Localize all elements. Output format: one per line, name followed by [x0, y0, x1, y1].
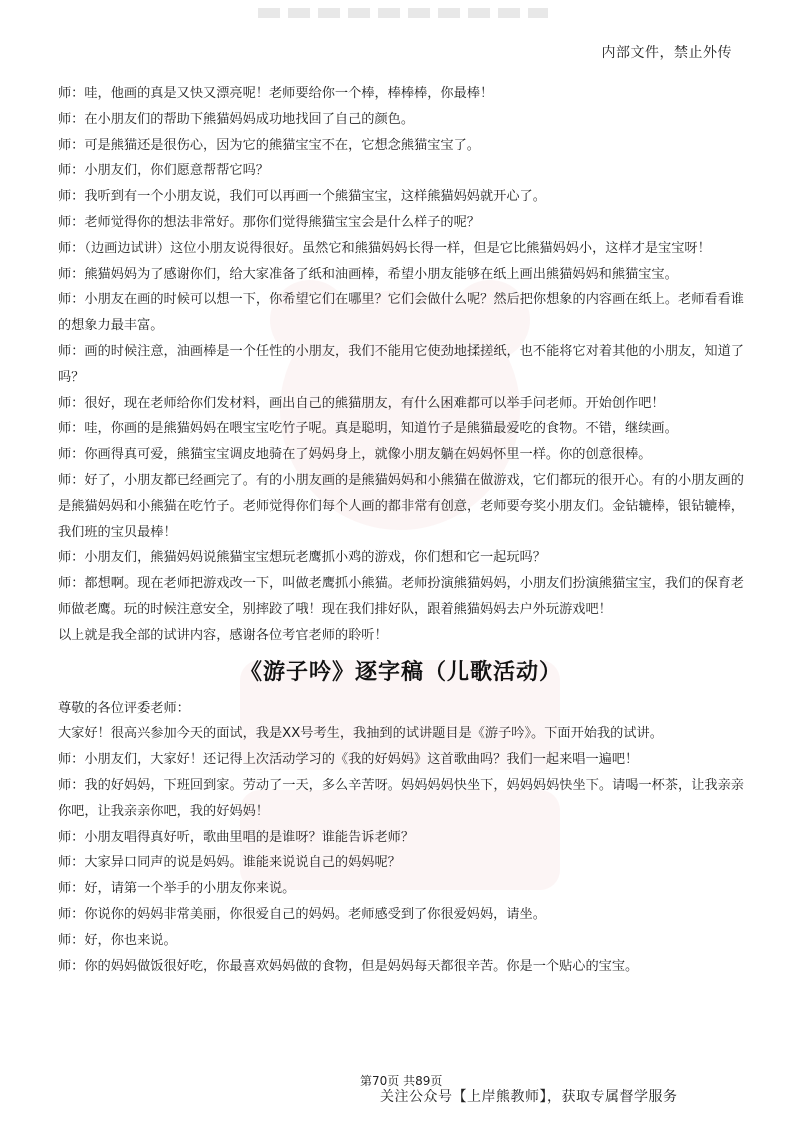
text-line: 师：哇，他画的真是又快又漂亮呢！老师要给你一个棒，棒棒棒，你最棒！ [58, 86, 494, 101]
text-line: 师：你说你的妈妈非常美丽，你很爱自己的妈妈。老师感受到了你很爱妈妈，请坐。 [58, 906, 546, 922]
text-line: 师：小朋友唱得真好听，歌曲里唱的是谁呀？谁能告诉老师？ [58, 829, 415, 845]
text-line: 师：老师觉得你的想法非常好。那你们觉得熊猫宝宝会是什么样子的呢？ [58, 214, 480, 230]
text-line: 师：画的时候注意，油画棒是一个任性的小朋友，我们不能用它使劲地揉搓纸，也不能将它对着其他的小朋友，知道了吗？ [58, 343, 744, 385]
text-line: 师：小朋友在画的时候可以想一下，你希望它们在哪里？它们会做什么呢？然后把你想象的内容画在纸上。老师看看谁的想象力最丰富。 [58, 292, 744, 334]
document-body [58, 81, 744, 979]
text-line: 师：可是熊猫还是很伤心，因为它的熊猫宝宝不在，它想念熊猫宝宝了。 [58, 137, 480, 153]
text-line: 师：好，请第一个举手的小朋友你来说。 [58, 881, 296, 897]
closing-line: 以上就是我全部的试讲内容，感谢各位考官老师的聆听！ [58, 627, 388, 643]
text-line: 师：哇，你画的是熊猫妈妈在喂宝宝吃竹子呢。真是聪明，知道竹子是熊猫最爱吃的食物。不错，继续画。 [58, 421, 678, 437]
text-line: 师：我的好妈妈，下班回到家。劳动了一天，多么辛苦呀。妈妈妈妈快坐下，妈妈妈妈快坐下。请喝一杯茶，让我亲亲你吧，让我亲亲你吧，我的好妈妈！ [58, 777, 744, 819]
text-line: 师：好了，小朋友都已经画完了。有的小朋友画的是熊猫妈妈和小熊猫在做游戏，它们都玩的很开心。有的小朋友画的是熊猫妈妈和小熊猫在吃竹子。老师觉得你们每个人画的都非常有创意，老师要夸奖小朋友们。金钻辘棒，银钻辘棒，我们班的宝贝最棒！ [58, 472, 744, 540]
text-line: 师：小朋友们，大家好！还记得上次活动学习的《我的好妈妈》这首歌曲吗？我们一起来唱一遍吧！ [58, 752, 639, 768]
text-line: 师：小朋友们，你们愿意帮帮它吗？ [58, 163, 269, 179]
text-line: 师：你的妈妈做饭很好吃，你最喜欢妈妈做的食物，但是妈妈每天都很辛苦。你是一个贴心的宝宝。 [58, 958, 639, 974]
text-line: 师：好，你也来说。 [58, 932, 177, 948]
text-line: 师：（边画边试讲）这位小朋友说得很好。虽然它和熊猫妈妈长得一样，但是它比熊猫妈妈小，这样才是宝宝呀！ [58, 240, 711, 256]
text-line: 师：我听到有一个小朋友说，我们可以再画一个熊猫宝宝，这样熊猫妈妈就开心了。 [58, 189, 546, 205]
text-line: 师：很好，现在老师给你们发材料，画出自己的熊猫朋友，有什么困难都可以举手问老师。开始创作吧！ [58, 395, 665, 411]
text-line: 大家好！很高兴参加今天的面试，我是XX号考生，我抽到的试讲题目是《游子吟》。下面开始我的试讲。 [58, 726, 663, 742]
text-line: 师：你画得真可爱，熊猫宝宝调皮地骑在了妈妈身上，就像小朋友躺在妈妈怀里一样。你的创意很棒。 [58, 447, 652, 463]
internal-notice: 内部文件，禁止外传 [601, 45, 732, 61]
section-1-lines [58, 81, 744, 649]
section-title: 《游子吟》逐字稿（儿歌活动） [239, 658, 562, 685]
text-line: 师：熊猫妈妈为了感谢你们，给大家准备了纸和油画棒，希望小朋友能够在纸上画出熊猫妈妈和熊猫宝宝。 [58, 266, 678, 282]
faded-header-text [258, 8, 548, 18]
page-number: 第70页 共89页 [360, 1074, 443, 1088]
text-line: 师：大家异口同声的说是妈妈。谁能来说说自己的妈妈呢？ [58, 855, 401, 871]
greeting-line: 尊敬的各位评委老师： [58, 700, 190, 716]
text-line: 师：在小朋友们的帮助下熊猫妈妈成功地找回了自己的颜色。 [58, 111, 415, 127]
footer-promo: 关注公众号【上岸熊教师】，获取专属督学服务 [380, 1089, 678, 1105]
text-line: 师：小朋友们，熊猫妈妈说熊猫宝宝想玩老鹰抓小鸡的游戏，你们想和它一起玩吗？ [58, 550, 546, 566]
section-2-lines [58, 696, 744, 980]
text-line: 师：都想啊。现在老师把游戏改一下，叫做老鹰抓小熊猫。老师扮演熊猫妈妈，小朋友们扮演熊猫宝宝，我们的保育老师做老鹰。玩的时候注意安全，别摔跤了哦！现在我们排好队，跟着熊猫妈妈去户外玩游戏吧！ [58, 576, 744, 617]
